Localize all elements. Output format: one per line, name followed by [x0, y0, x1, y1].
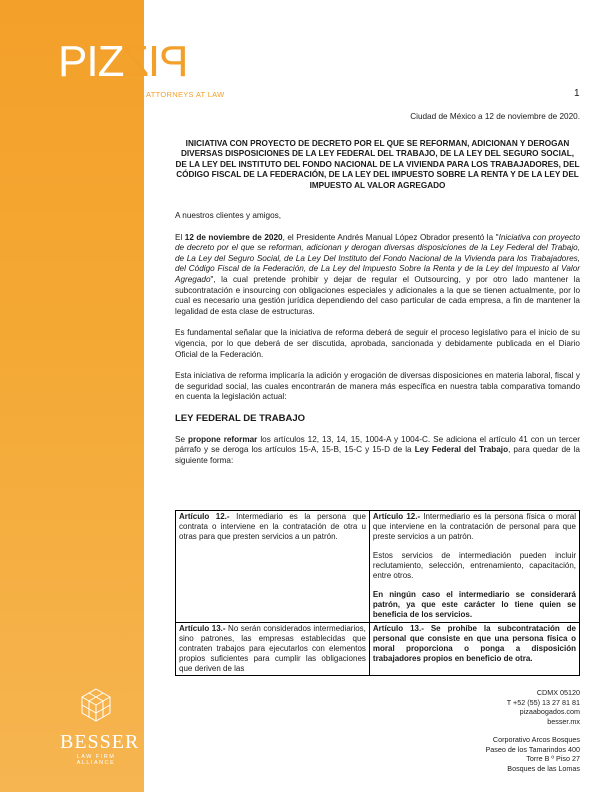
besser-wordmark: BESSER [60, 731, 140, 753]
p1-date: 12 de noviembre de 2020 [184, 232, 283, 242]
p4-bold: propone reformar [187, 434, 258, 444]
footer-address-4: Bosques de las Lomas [507, 763, 580, 773]
footer-address-3: Torre B º Piso 27 [526, 754, 580, 763]
cell-text: Intermediario es la persona que contrata o interviene en la contratación de otra u otras para que presten servicios a un patrón. [179, 512, 366, 541]
table-cell [369, 623, 579, 676]
p4-law-name: Ley Federal del Trabajo [414, 445, 509, 455]
paragraph-4 [175, 435, 580, 467]
p4-text-c: los artículos 12, 13, 14, 15, 1004-A y 1004-C. Se adiciona el artículo 41 con un tercer párrafo y se deroga los artículos 15-A, 15-B, 15-C y 15-D de la [175, 434, 580, 455]
table-cell [176, 623, 370, 676]
logo-tagline: ATTORNEYS AT LAW [146, 90, 225, 99]
cube-icon [81, 688, 111, 722]
contact-footer [485, 688, 580, 773]
footer-postal: CDMX 05120 [536, 688, 580, 697]
comparison-table [175, 510, 580, 676]
cell-paragraph: En ningún caso el intermediario se considerará patrón, ya que este carácter lo tiene quien se beneficia de los servicios. [372, 590, 576, 619]
section-heading: LEY FEDERAL DE TRABAJO [175, 413, 306, 424]
orange-sidebar [0, 0, 144, 792]
cell-text: Intermediario es la persona física o moral que interviene en la contratación de personal para que preste servicios a un patrón. [372, 512, 576, 541]
p4-text-e: , para quedar de la siguiente forma: [175, 445, 580, 465]
page-number: 1 [574, 88, 580, 99]
cell-article-title: Artículo 13.- [179, 624, 226, 633]
cell-article-title: Artículo 13.- [372, 624, 424, 633]
footer-website-2: besser.mx [547, 716, 580, 726]
paragraph-1 [175, 233, 580, 318]
cell-text: Se prohíbe la subcontratación de personal que consiste en que una persona física o moral proporciona o ponga a disposición trabajadores propios en beneficio de otra. [372, 624, 577, 663]
cell-article-title: Artículo 12.- [372, 512, 421, 521]
cell-paragraph [373, 512, 576, 542]
p1-initiative-name: Iniciativa con proyecto de decreto por el que se reforman, adicionan y derogan diversas disposiciones de la Ley Federal del Trabajo, de La Ley del Seguro Social, de La Ley Del Instituto del Fondo Nacional de la Vivienda para los Trabajadores, del Código Fiscal de la Federación, de La Ley del Impuesto Sobre la Renta y de la Ley del Impuesto al Valor Agregado [175, 232, 581, 285]
footer-address-2: Paseo de los Tamarindos 400 [485, 744, 580, 754]
footer-phone: T +52 (55) 13 27 81 81 [506, 697, 580, 707]
footer-website-1: pizaabogados.com [519, 707, 580, 716]
cell-text: No serán considerados intermediarios, sino patrones, las empresas establecidas que contraten trabajos para ejecutarlos con elementos propios suficientes para cumplir las obligaciones que deriven de las [179, 624, 366, 673]
table-row [176, 511, 580, 623]
date-line: Ciudad de México a 12 de noviembre de 2020. [410, 112, 580, 121]
table-cell [369, 511, 579, 623]
logo-right-text: PIZ [123, 37, 189, 86]
p1-text-c: , el Presidente Andrés Manual López Obrador presentó la " [282, 232, 499, 242]
piza-logo [58, 37, 189, 86]
besser-logo [60, 688, 140, 766]
p4-text-a: Se [175, 434, 188, 444]
document-body [175, 112, 580, 477]
cell-paragraph: Estos servicios de intermediación pueden incluir reclutamiento, selección, entrenamiento, capacitación, entre otros. [372, 551, 576, 580]
paragraph-2: Es fundamental señalar que la iniciativa de reforma deberá de seguir el proceso legislativo para el inicio de su vigencia, por lo que deberá de ser discutida, aprobada, sancionada y debidamente publicada en el Diario Oficial de la Federación. [175, 328, 580, 359]
p1-text-e: ", la cual pretende prohibir y dejar de regular el Outsourcing, y por otro lado mantener la subcontratación e insourcing con obligaciones especiales y adicionales a la que se tienen actualmente, por lo cual es necesario una gestión jurídica dependiendo del caso particular de cada empresa, a fin de mantener la legalidad de esta clase de estructuras. [175, 275, 580, 316]
paragraph-3: Esta iniciativa de reforma implicaría la adición y erogación de diversas disposiciones en materia laboral, fiscal y de seguridad social, las cuales encontrarán de manera más específica en nuestra tabla comparativa tomando en cuenta la legislación actual: [175, 371, 580, 402]
greeting: A nuestros clientes y amigos, [175, 211, 282, 221]
table-row [176, 623, 580, 676]
document-title: INICIATIVA CON PROYECTO DE DECRETO POR EL QUE SE REFORMAN, ADICIONAN Y DEROGAN DIVERSAS DISPOSICIONES DE LA LEY FEDERAL DEL TRABAJO, DE LA LEY DEL SEGURO SOCIAL, DE LA LEY DEL INSTITUTO DEL FONDO NACIONAL DE LA VIVIENDA PARA LOS TRABAJADORES, DEL CÓDIGO FISCAL DE LA FEDERACIÓN, DE LA LEY DEL IMPUESTO SOBRE LA RENTA Y DE LA LEY DEL IMPUESTO AL VALOR AGREGADO [175, 138, 580, 190]
footer-address-1: Corporativo Arcos Bosques [492, 735, 580, 744]
table-cell [176, 511, 370, 623]
logo-left-text: PIZ [58, 37, 124, 86]
besser-tagline: LAW FIRM ALLIANCE [76, 754, 116, 766]
footer-spacer [485, 726, 580, 735]
cell-article-title: Artículo 12.- [179, 512, 230, 521]
p1-text-a: El [175, 232, 185, 242]
